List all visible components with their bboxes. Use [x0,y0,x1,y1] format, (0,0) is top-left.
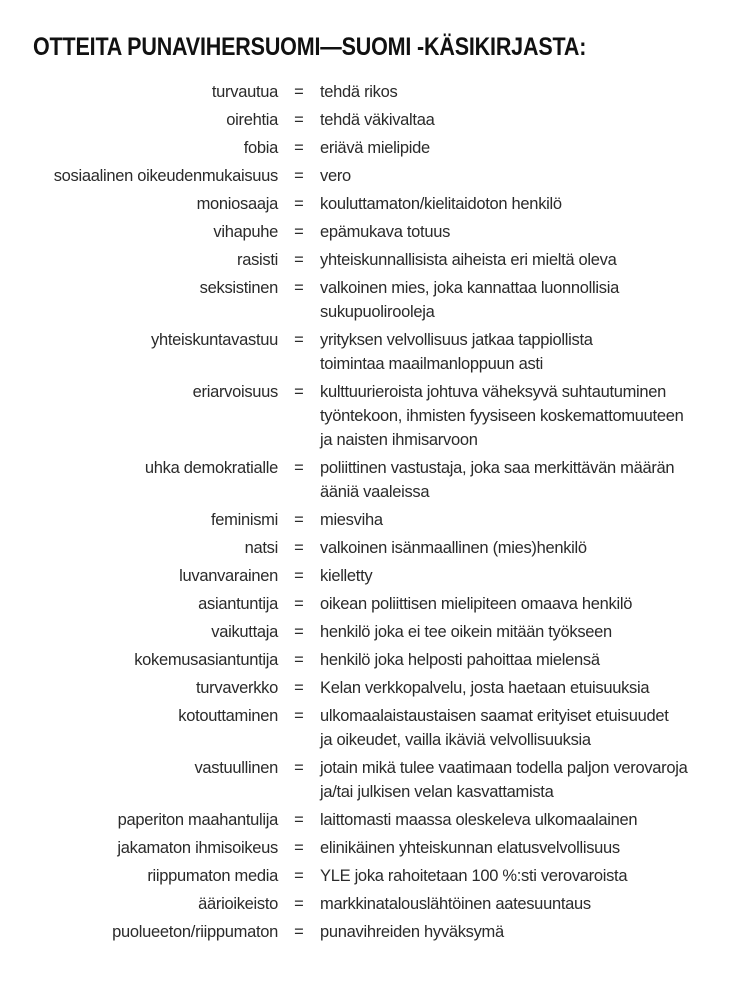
glossary-entry [0,836,751,860]
entry-term: yhteiskuntavastuu [151,331,278,349]
equals-sign: = [294,867,304,885]
definition-line: oikean poliittisen mielipiteen omaava henkilö [320,595,633,613]
equals-sign: = [294,383,304,401]
definition-line: elinikäinen yhteiskunnan elatusvelvollisuus [320,839,620,857]
definition-line: yhteiskunnallisista aiheista eri mieltä oleva [320,251,617,269]
glossary-entry [0,676,751,700]
glossary-entry [0,756,751,804]
definition-line: ja oikeudet, vailla ikäviä velvollisuuksia [320,731,591,749]
definition-line: ja/tai julkisen velan kasvattamista [320,783,554,801]
entry-term: asiantuntija [198,595,278,613]
glossary-entry [0,108,751,132]
entry-definition [320,808,751,832]
equals-sign: = [294,195,304,213]
entry-definition [320,456,751,504]
entry-definition [320,164,751,188]
entry-term: rasisti [237,251,278,269]
definition-line: henkilö joka ei tee oikein mitään työkseen [320,623,612,641]
definition-line: Kelan verkkopalvelu, josta haetaan etuisuuksia [320,679,650,697]
equals-sign: = [294,111,304,129]
equals-sign: = [294,759,304,777]
equals-sign: = [294,595,304,613]
glossary-entry [0,920,751,944]
equals-sign: = [294,167,304,185]
entry-definition [320,276,751,324]
entry-term: natsi [244,539,278,557]
glossary-entry [0,380,751,452]
entry-definition [320,328,751,376]
definition-line: työntekoon, ihmisten fyysiseen koskemattomuuteen [320,407,684,425]
definition-line: toimintaa maailmanloppuun asti [320,355,544,373]
glossary-entry [0,864,751,888]
glossary-entry [0,564,751,588]
equals-sign: = [294,707,304,725]
definition-line: eriävä mielipide [320,139,430,157]
equals-sign: = [294,511,304,529]
entry-definition [320,892,751,916]
entry-definition [320,248,751,272]
entry-definition [320,136,751,160]
definition-line: epämukava totuus [320,223,451,241]
page-title: OTTEITA PUNAVIHERSUOMI—SUOMI -KÄSIKIRJASTA: [33,33,587,61]
entry-definition [320,676,751,700]
entry-definition [320,192,751,216]
entry-term: jakamaton ihmisoikeus [117,839,278,857]
definition-line: punavihreiden hyväksymä [320,923,504,941]
entry-definition [320,80,751,104]
equals-sign: = [294,223,304,241]
glossary-entry [0,620,751,644]
equals-sign: = [294,567,304,585]
entry-term: moniosaaja [196,195,278,213]
equals-sign: = [294,83,304,101]
glossary-entry [0,192,751,216]
glossary-entry [0,508,751,532]
glossary-entry [0,80,751,104]
definition-line: henkilö joka helposti pahoittaa mielensä [320,651,600,669]
entry-definition [320,508,751,532]
entry-term: paperiton maahantulija [117,811,278,829]
definition-line: miesviha [320,511,383,529]
entry-definition [320,864,751,888]
entry-term: äärioikeisto [198,895,278,913]
entry-definition [320,108,751,132]
entry-term: turvaverkko [196,679,278,697]
entry-definition [320,220,751,244]
glossary-entry [0,328,751,376]
entry-definition [320,920,751,944]
entry-definition [320,592,751,616]
entry-term: vihapuhe [213,223,278,241]
entry-definition [320,536,751,560]
entry-term: seksistinen [199,279,278,297]
glossary-entry [0,248,751,272]
definition-line: valkoinen isänmaallinen (mies)henkilö [320,539,587,557]
definition-line: valkoinen mies, joka kannattaa luonnollisia [320,279,619,297]
equals-sign: = [294,539,304,557]
definition-line: poliittinen vastustaja, joka saa merkittävän määrän [320,459,675,477]
glossary-entry [0,592,751,616]
entry-term: vastuullinen [194,759,278,777]
glossary-entry [0,892,751,916]
entry-term: turvautua [211,83,278,101]
entry-term: feminismi [211,511,278,529]
entry-term: uhka demokratialle [144,459,278,477]
entry-term: vaikuttaja [211,623,278,641]
definition-line: kouluttamaton/kielitaidoton henkilö [320,195,562,213]
definition-line: tehdä väkivaltaa [320,111,435,129]
definition-line: ääniä vaaleissa [320,483,430,501]
definition-line: sukupuolirooleja [320,303,435,321]
equals-sign: = [294,623,304,641]
definition-line: yrityksen velvollisuus jatkaa tappiollista [320,331,593,349]
equals-sign: = [294,811,304,829]
definition-line: ulkomaalaistaustaisen saamat erityiset etuisuudet [320,707,669,725]
glossary-entry [0,220,751,244]
definition-line: jotain mikä tulee vaatimaan todella paljon verovaroja [320,759,688,777]
equals-sign: = [294,279,304,297]
entry-definition [320,756,751,804]
definition-line: YLE joka rahoitetaan 100 %:sti verovaroista [320,867,628,885]
definition-line: kielletty [320,567,373,585]
entry-term: kotouttaminen [178,707,278,725]
definition-line: markkinatalouslähtöinen aatesuuntaus [320,895,591,913]
glossary-entry [0,456,751,504]
glossary-entry [0,276,751,324]
equals-sign: = [294,331,304,349]
glossary-entry [0,808,751,832]
equals-sign: = [294,651,304,669]
entry-term: oirehtia [226,111,278,129]
glossary-list [0,80,751,948]
equals-sign: = [294,679,304,697]
equals-sign: = [294,251,304,269]
equals-sign: = [294,139,304,157]
entry-definition [320,704,751,752]
equals-sign: = [294,895,304,913]
entry-term: fobia [243,139,278,157]
definition-line: laittomasti maassa oleskeleva ulkomaalainen [320,811,638,829]
definition-line: ja naisten ihmisarvoon [320,431,478,449]
entry-term: eriarvoisuus [192,383,278,401]
definition-line: vero [320,167,351,185]
entry-term: sosiaalinen oikeudenmukaisuus [53,167,278,185]
glossary-entry [0,164,751,188]
glossary-entry [0,536,751,560]
entry-definition [320,380,751,452]
entry-term: kokemusasiantuntija [134,651,278,669]
equals-sign: = [294,923,304,941]
entry-definition [320,620,751,644]
definition-line: kulttuurieroista johtuva väheksyvä suhtautuminen [320,383,667,401]
entry-definition [320,564,751,588]
glossary-entry [0,648,751,672]
entry-definition [320,648,751,672]
equals-sign: = [294,839,304,857]
entry-term: luvanvarainen [179,567,278,585]
entry-term: puolueeton/riippumaton [112,923,278,941]
equals-sign: = [294,459,304,477]
glossary-entry [0,136,751,160]
entry-term: riippumaton media [147,867,278,885]
definition-line: tehdä rikos [320,83,398,101]
glossary-entry [0,704,751,752]
entry-definition [320,836,751,860]
